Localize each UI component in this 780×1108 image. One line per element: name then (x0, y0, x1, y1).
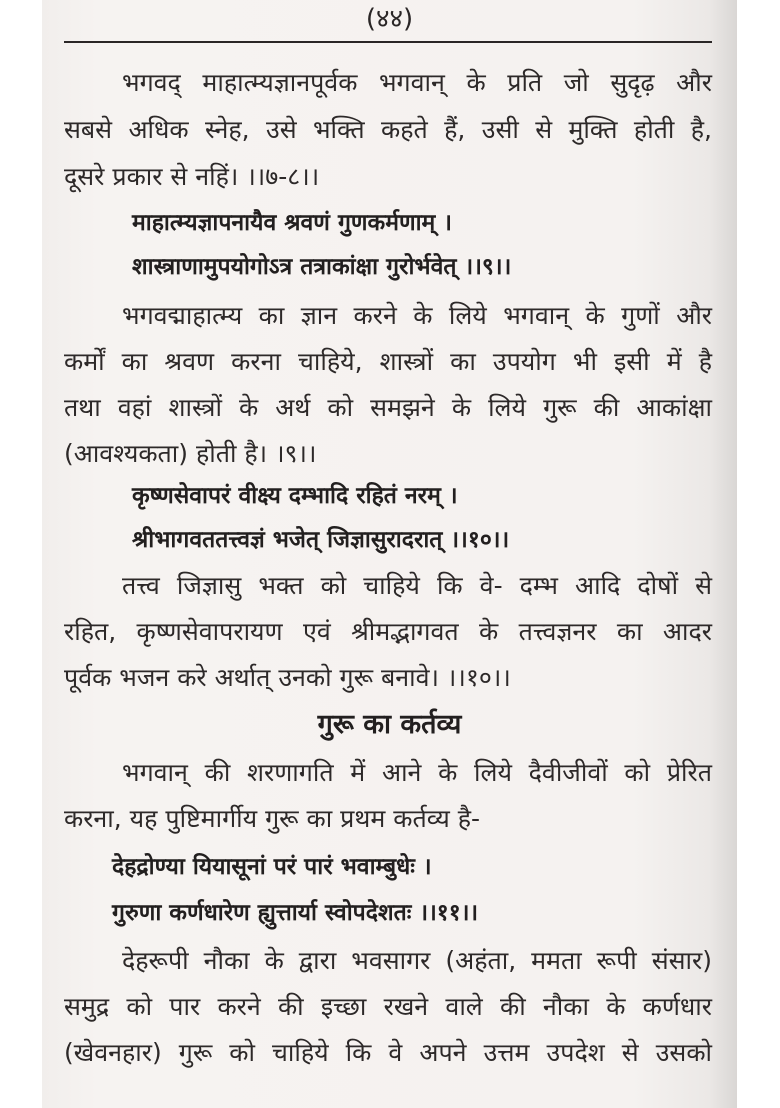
commentary-line: रहित, कृष्णसेवापरायण एवं श्रीमद्भागवत के तत्त्वज्ञनर का आदर (64, 617, 712, 646)
verse-line: श्रीभागवततत्त्वज्ञं भजेत् जिज्ञासुरादरात् ।।१०।। (132, 527, 510, 553)
commentary-line: (खेवनहार) गुरू को चाहिये कि वे अपने उत्तम उपदेश से उसको (64, 1038, 712, 1067)
commentary-line: समुद्र को पार करने की इच्छा रखने वाले की नौका के कर्णधार (64, 992, 712, 1021)
verse-line: गुरुणा कर्णधारेण ह्युत्तार्या स्वोपदेशतः ।।११।। (112, 900, 479, 926)
section-heading: गुरू का कर्तव्य (317, 709, 462, 740)
page-number: (४४) (365, 4, 414, 34)
commentary-line: तत्त्व जिज्ञासु भक्त को चाहिये कि वे- दम्भ आदि दोषों से (122, 571, 712, 600)
book-page (42, 0, 737, 1108)
commentary-line: पूर्वक भजन करे अर्थात् उनको गुरू बनावे। ।।१०।। (64, 663, 511, 692)
commentary-line: भगवद्माहात्म्य का ज्ञान करने के लिये भगवान् के गुणों और (122, 301, 712, 330)
paragraph-line: भगवद् माहात्म्यज्ञानपूर्वक भगवान् के प्रति जो सुदृढ़ और (122, 68, 712, 97)
commentary-line: (आवश्यकता) होती है। ।९।। (64, 439, 317, 468)
commentary-line: कर्मों का श्रवण करना चाहिये, शास्त्रों का उपयोग भी इसी में है (64, 347, 712, 376)
verse-line: माहात्म्यज्ञापनायैव श्रवणं गुणकर्मणाम् । (132, 210, 453, 236)
paragraph-line: सबसे अधिक स्नेह, उसे भक्ति कहते हैं, उसी से मुक्ति होती है, (64, 115, 712, 144)
verse-line: शास्त्राणामुपयोगोऽत्र तत्राकांक्षा गुरोर्भवेत् ।।९।। (132, 254, 512, 280)
commentary-line: तथा वहां शास्त्रों के अर्थ को समझने के लिये गुरू की आकांक्षा (64, 393, 712, 422)
header-rule (64, 41, 712, 43)
intro-line: भगवान् की शरणागति में आने के लिये दैवीजीवों को प्रेरित (122, 758, 712, 787)
verse-line: कृष्णसेवापरं वीक्ष्य दम्भादि रहितं नरम् । (132, 483, 458, 509)
verse-line: देहद्रोण्या यियासूनां परं पारं भवाम्बुधेः । (112, 854, 432, 880)
commentary-line: देहरूपी नौका के द्वारा भवसागर (अहंता, ममता रूपी संसार) (122, 946, 712, 975)
intro-line: करना, यह पुष्टिमार्गीय गुरू का प्रथम कर्तव्य है- (64, 804, 480, 833)
paragraph-line: दूसरे प्रकार से नहिं। ।।७-८।। (64, 162, 320, 191)
